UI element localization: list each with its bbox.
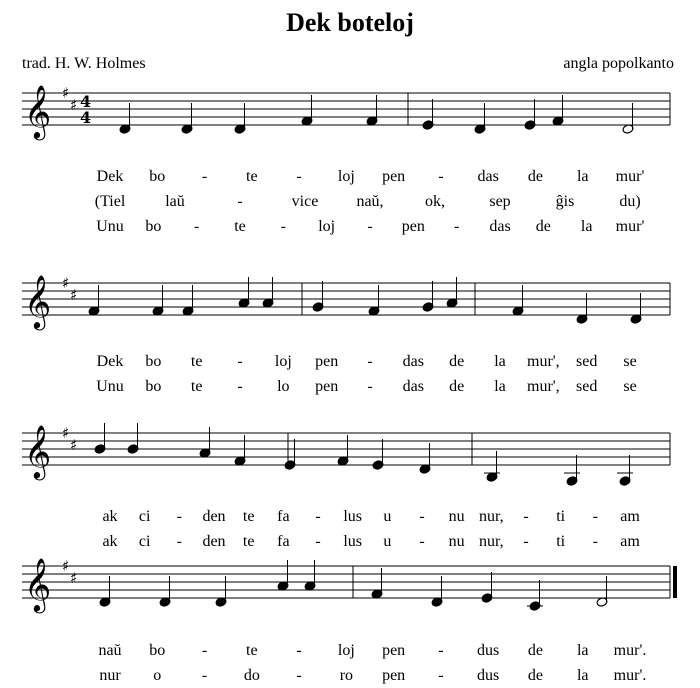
lyric-syllable: de bbox=[527, 667, 544, 684]
treble-clef-icon: 𝄞 bbox=[24, 274, 52, 328]
lyric-syllable: de bbox=[527, 168, 544, 185]
lyric-syllable: am bbox=[620, 533, 640, 550]
lyric-syllable: - bbox=[193, 218, 200, 235]
lyric-syllable: (Tiel bbox=[94, 193, 126, 210]
lyric-syllable: do bbox=[243, 667, 260, 684]
lyric-syllable: ti bbox=[556, 508, 566, 525]
lyric-syllable: mur' bbox=[615, 218, 645, 235]
lyric-syllable: - bbox=[367, 353, 373, 370]
lyric-syllable: de bbox=[449, 378, 465, 395]
lyric-syllable: - bbox=[523, 533, 529, 550]
sharp-icon: ♯ bbox=[70, 96, 78, 114]
lyric-syllable: - bbox=[592, 533, 598, 550]
lyric-syllable: ci bbox=[138, 533, 151, 550]
lyric-syllable: te bbox=[246, 168, 258, 185]
lyric-syllable: Dek bbox=[96, 168, 124, 185]
lyric-syllable: ak bbox=[102, 533, 118, 550]
sharp-icon: ♯ bbox=[70, 569, 78, 587]
lyric-syllable: bo bbox=[145, 378, 162, 395]
lyric-syllable: bo bbox=[145, 353, 162, 370]
lyric-syllable: ak bbox=[102, 508, 118, 525]
sharp-icon: ♯ bbox=[62, 424, 70, 442]
page-title: Dek boteloj bbox=[286, 8, 414, 37]
lyric-syllable: ok, bbox=[425, 193, 445, 210]
lyric-syllable: - bbox=[176, 533, 182, 550]
final-barline bbox=[673, 566, 677, 598]
lyric-syllable: - bbox=[367, 378, 373, 395]
lyric-syllable: - bbox=[438, 667, 444, 684]
lyric-syllable: pen bbox=[401, 218, 425, 235]
lyric-syllable: bo bbox=[149, 642, 166, 659]
lyric-syllable: la bbox=[576, 667, 589, 684]
lyric-syllable: se bbox=[623, 378, 637, 395]
lyric-syllable: de bbox=[535, 218, 551, 235]
lyric-syllable: das bbox=[402, 353, 424, 370]
lyric-syllable: lus bbox=[343, 533, 362, 550]
lyric-syllable: ti bbox=[556, 533, 566, 550]
lyric-syllable: nu bbox=[448, 508, 465, 525]
lyric-syllable: - bbox=[280, 218, 286, 235]
time-signature-top: 4 bbox=[80, 92, 92, 111]
treble-clef-icon: 𝄞 bbox=[24, 84, 52, 138]
staff-system bbox=[22, 423, 670, 486]
lyric-syllable: - bbox=[523, 508, 529, 525]
sharp-icon: ♯ bbox=[62, 557, 70, 575]
lyric-syllable: vice bbox=[291, 193, 319, 210]
lyric-syllable: du) bbox=[619, 193, 641, 210]
lyric-syllable: mur', bbox=[527, 353, 560, 370]
lyric-syllable: fa bbox=[277, 508, 290, 525]
lyric-syllable: pen bbox=[382, 642, 406, 659]
lyric-syllable: bo bbox=[149, 168, 166, 185]
lyric-syllable: la bbox=[580, 218, 593, 235]
staff-system bbox=[22, 557, 677, 613]
lyric-syllable: - bbox=[315, 533, 321, 550]
lyric-syllable: - bbox=[201, 667, 208, 684]
lyric-syllable: Unu bbox=[96, 378, 124, 395]
lyric-syllable: - bbox=[592, 508, 598, 525]
lyric-syllable: o bbox=[153, 667, 162, 684]
lyric-syllable: u bbox=[383, 508, 392, 525]
lyric-syllable: nur, bbox=[478, 533, 504, 550]
lyric-syllable: - bbox=[296, 168, 302, 185]
lyric-syllable: - bbox=[237, 353, 243, 370]
lyric-syllable: - bbox=[315, 508, 321, 525]
lyric-syllable: - bbox=[201, 642, 208, 659]
lyric-syllable: Unu bbox=[96, 218, 124, 235]
lyric-syllable: - bbox=[201, 168, 208, 185]
treble-clef-icon: 𝄞 bbox=[24, 424, 52, 478]
lyric-syllable: naŭ bbox=[98, 642, 122, 659]
lyric-syllable: u bbox=[383, 533, 392, 550]
lyric-syllable: sed bbox=[575, 353, 598, 370]
lyric-syllable: sep bbox=[489, 193, 511, 210]
lyric-syllable: te bbox=[190, 353, 203, 370]
lyric-syllable: laŭ bbox=[165, 193, 185, 210]
lyric-syllable: den bbox=[202, 533, 226, 550]
lyric-syllable: ro bbox=[339, 667, 354, 684]
lyric-syllable: loj bbox=[274, 353, 292, 370]
lyric-syllable: sed bbox=[575, 378, 598, 395]
lyric-syllable: mur' bbox=[615, 168, 645, 185]
lyric-syllable: naŭ, bbox=[356, 193, 384, 210]
lyric-syllable: loj bbox=[318, 218, 336, 235]
sharp-icon: ♯ bbox=[70, 286, 78, 304]
lyric-syllable: mur', bbox=[527, 378, 560, 395]
lyric-syllable: lus bbox=[343, 508, 362, 525]
lyric-syllable: das bbox=[477, 168, 499, 185]
lyric-syllable: - bbox=[419, 508, 425, 525]
lyric-syllable: nur, bbox=[478, 508, 504, 525]
lyric-syllable: te bbox=[242, 533, 255, 550]
lyric-syllable: la bbox=[494, 353, 506, 370]
lyric-syllable: te bbox=[242, 508, 255, 525]
lyric-syllable: la bbox=[494, 378, 506, 395]
staff-system bbox=[22, 274, 670, 330]
lyric-syllable: mur'. bbox=[613, 642, 647, 659]
lyric-syllable: - bbox=[438, 168, 444, 185]
lyric-syllable: loj bbox=[337, 642, 355, 659]
lyric-syllable: pen bbox=[382, 168, 406, 185]
lyric-syllable: te bbox=[246, 642, 258, 659]
lyric-syllable: bo bbox=[145, 218, 162, 235]
lyric-syllable: te bbox=[234, 218, 246, 235]
lyric-syllable: loj bbox=[337, 168, 355, 185]
lyric-syllable: - bbox=[419, 533, 425, 550]
lyric-syllable: - bbox=[237, 378, 243, 395]
lyric-syllable: nur bbox=[99, 667, 121, 684]
lyric-syllable: fa bbox=[277, 533, 290, 550]
lyric-syllable: am bbox=[620, 508, 640, 525]
lyric-syllable: ĝis bbox=[555, 193, 575, 210]
lyric-syllable: de bbox=[527, 642, 544, 659]
lyric-syllable: lo bbox=[277, 378, 290, 395]
lyric-syllable: la bbox=[576, 168, 589, 185]
sharp-icon: ♯ bbox=[62, 84, 70, 102]
lyric-syllable: - bbox=[296, 642, 302, 659]
lyric-syllable: se bbox=[623, 353, 637, 370]
composer-credit: trad. H. W. Holmes bbox=[22, 55, 146, 72]
sharp-icon: ♯ bbox=[70, 436, 78, 454]
lyric-syllable: nu bbox=[448, 533, 465, 550]
lyric-syllable: pen bbox=[382, 667, 406, 684]
lyric-syllable: das bbox=[402, 378, 424, 395]
time-signature-bottom: 4 bbox=[80, 108, 92, 127]
sharp-icon: ♯ bbox=[62, 274, 70, 292]
lyric-syllable: Dek bbox=[96, 353, 124, 370]
lyric-syllable: - bbox=[453, 218, 460, 235]
lyric-syllable: den bbox=[202, 508, 226, 525]
lyric-syllable: - bbox=[367, 218, 373, 235]
lyric-syllable: te bbox=[190, 378, 203, 395]
lyric-syllable: - bbox=[176, 508, 182, 525]
lyric-syllable: pen bbox=[315, 378, 339, 395]
lyric-syllable: dus bbox=[477, 642, 500, 659]
lyric-syllable: dus bbox=[477, 667, 500, 684]
lyric-syllable: ci bbox=[138, 508, 151, 525]
lyric-syllable: das bbox=[489, 218, 511, 235]
lyric-syllable: pen bbox=[315, 353, 339, 370]
arranger-credit: angla popolkanto bbox=[563, 55, 674, 72]
lyric-syllable: la bbox=[576, 642, 589, 659]
lyric-syllable: mur'. bbox=[613, 667, 647, 684]
lyric-syllable: - bbox=[296, 667, 302, 684]
treble-clef-icon: 𝄞 bbox=[24, 557, 52, 611]
lyric-syllable: - bbox=[237, 193, 243, 210]
lyric-syllable: - bbox=[438, 642, 444, 659]
lyric-syllable: de bbox=[449, 353, 465, 370]
staff-system bbox=[22, 84, 670, 140]
